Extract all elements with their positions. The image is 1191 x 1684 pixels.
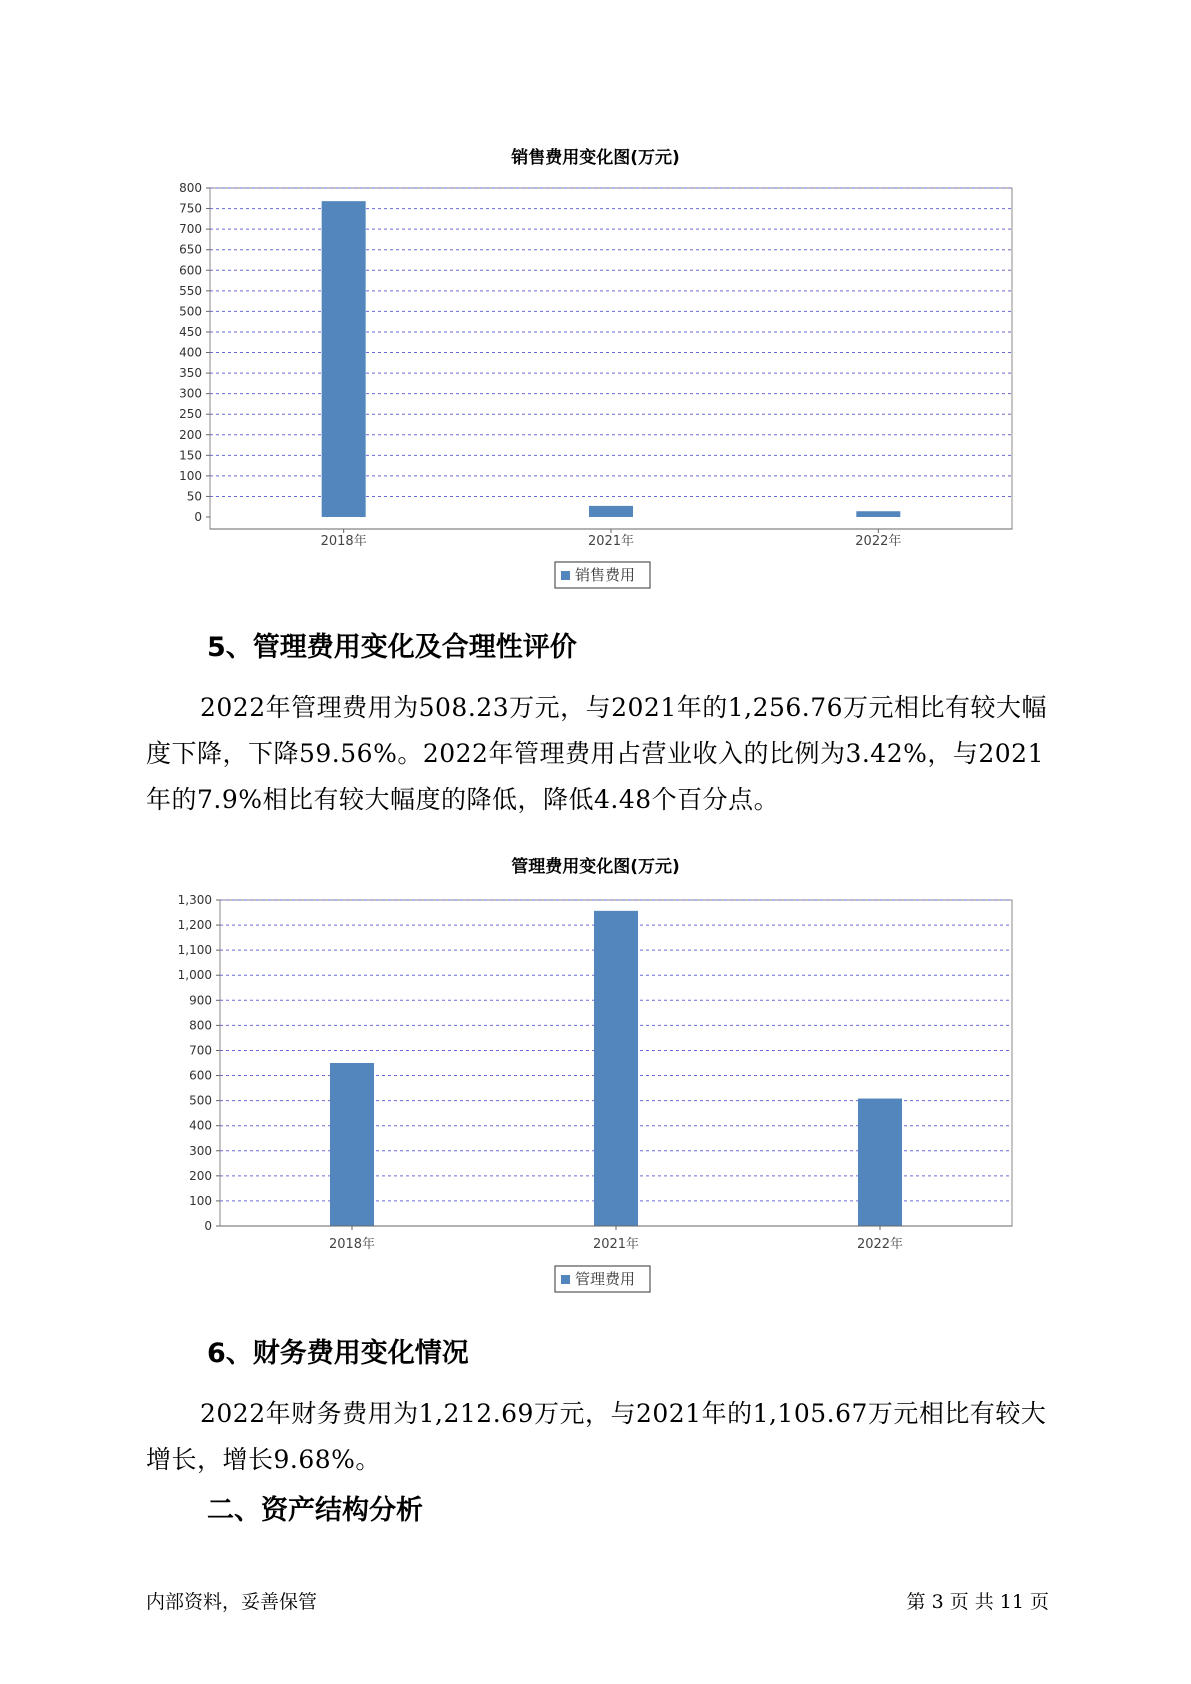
y-tick-label: 900 <box>189 993 212 1008</box>
bar-3 <box>858 1099 902 1226</box>
y-tick-label: 250 <box>179 407 202 422</box>
y-tick-label: 200 <box>189 1168 212 1183</box>
y-tick-label: 750 <box>179 201 202 216</box>
y-tick-label: 200 <box>179 427 202 442</box>
y-tick-label: 600 <box>179 263 202 278</box>
admin-expense-chart <box>0 874 1191 1304</box>
y-tick-label: 500 <box>179 304 202 319</box>
chart-title-sales-expense: 销售费用变化图(万元) <box>511 148 680 168</box>
y-tick-label: 100 <box>179 468 202 483</box>
legend-swatch <box>561 571 570 580</box>
y-tick-label: 650 <box>179 242 202 257</box>
y-tick-label: 300 <box>189 1143 212 1158</box>
bar-1 <box>322 201 366 517</box>
y-tick-label: 0 <box>194 510 202 524</box>
y-tick-label: 350 <box>179 366 202 381</box>
bar-2 <box>594 911 638 1226</box>
y-tick-label: 550 <box>179 283 202 298</box>
y-tick-label: 500 <box>189 1093 212 1108</box>
y-tick-label: 100 <box>189 1193 212 1208</box>
bar-2 <box>589 506 633 517</box>
y-tick-label: 300 <box>179 386 202 401</box>
x-tick-label: 2021年 <box>587 534 635 549</box>
bar-3 <box>856 511 900 517</box>
x-tick-label: 2022年 <box>856 1237 904 1252</box>
y-tick-label: 400 <box>179 345 202 360</box>
y-tick-label: 1,300 <box>177 893 212 907</box>
x-tick-label: 2021年 <box>592 1237 640 1252</box>
section-6-paragraph: 2022年财务费用为1,212.69万元，与2021年的1,105.67万元相比有较大增长，增长9.68%。 <box>146 1399 1047 1474</box>
x-tick-label: 2018年 <box>320 534 367 549</box>
footer-page-number: 第 3 页 共 11 页 <box>906 1591 1049 1613</box>
y-tick-label: 800 <box>179 181 202 195</box>
section-two-heading: 二、资产结构分析 <box>207 1495 423 1526</box>
y-tick-label: 1,100 <box>177 943 212 958</box>
section-6-heading: 6、财务费用变化情况 <box>207 1338 469 1369</box>
x-tick-label: 2022年 <box>855 534 902 549</box>
x-tick-label: 2018年 <box>328 1237 376 1252</box>
y-tick-label: 0 <box>204 1219 212 1233</box>
y-tick-label: 400 <box>189 1118 212 1133</box>
y-tick-label: 150 <box>179 448 202 463</box>
y-tick-label: 700 <box>189 1043 212 1058</box>
legend-swatch <box>561 1275 570 1284</box>
y-tick-label: 1,000 <box>177 968 212 983</box>
sales-expense-chart <box>0 165 1191 595</box>
y-tick-label: 800 <box>189 1018 212 1033</box>
y-tick-label: 1,200 <box>177 918 212 933</box>
footer-confidential-note: 内部资料，妥善保管 <box>146 1591 318 1613</box>
y-tick-label: 450 <box>179 324 202 339</box>
legend-label: 管理费用 <box>575 1270 636 1288</box>
bar-1 <box>330 1063 374 1226</box>
section-5-heading: 5、管理费用变化及合理性评价 <box>207 632 577 663</box>
legend-label: 销售费用 <box>575 566 636 584</box>
y-tick-label: 50 <box>186 489 202 504</box>
section-5-paragraph: 2022年管理费用为508.23万元，与2021年的1,256.76万元相比有较大幅度下降，下降59.56%。2022年管理费用占营业收入的比例为3.42%，与2021年的7.9%相比有较大幅度的降低，降低4.48个百分点。 <box>146 693 1048 814</box>
y-tick-label: 700 <box>179 222 202 237</box>
y-tick-label: 600 <box>189 1068 212 1083</box>
chart-title-admin-expense: 管理费用变化图(万元) <box>511 857 680 877</box>
